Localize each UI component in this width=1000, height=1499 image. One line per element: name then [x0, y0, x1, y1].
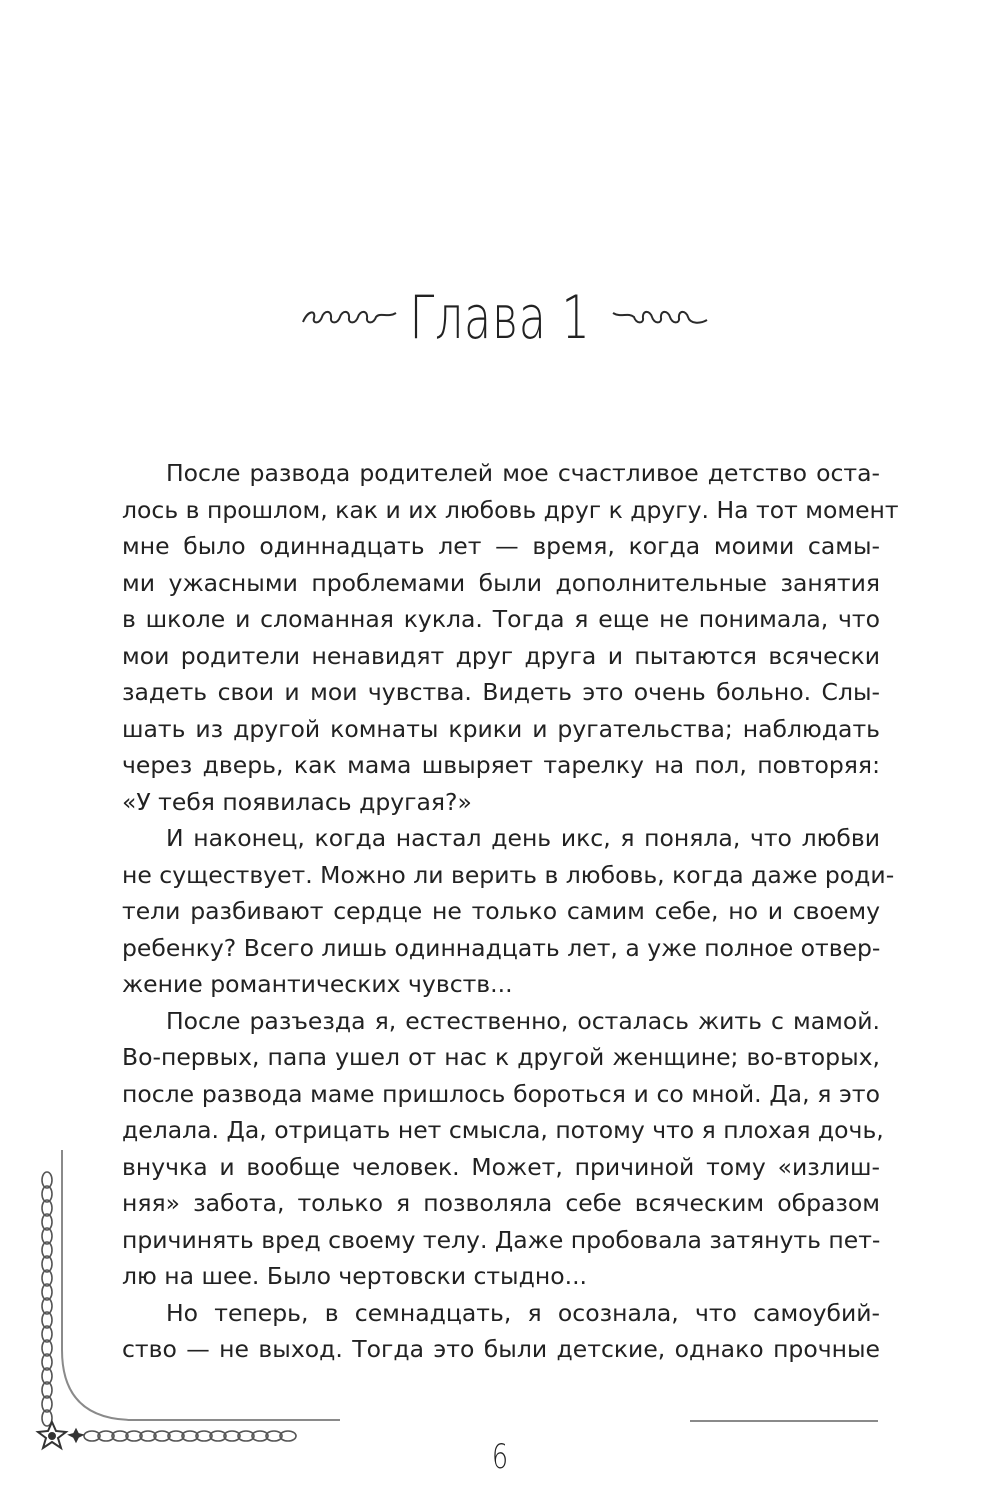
text-line: После разъезда я, естественно, осталась жить с мамой. [166, 1006, 880, 1035]
text-line: жение романтических чувств... [122, 970, 513, 998]
text-line: внучка и вообще человек. Может, причиной тому «излиш- [122, 1152, 880, 1181]
chapter-heading [0, 278, 1000, 368]
text-line: лось в прошлом, как и их любовь друг к другу. На тот момент [122, 495, 899, 524]
chapter-title: Глава 1 [409, 283, 591, 353]
text-line: не существует. Можно ли верить в любовь, когда даже роди- [122, 860, 895, 889]
text-line: мне было одиннадцать лет — время, когда моими самы- [122, 532, 880, 560]
text-line: тели разбивают сердце не только самим себе, но и своему [122, 897, 880, 925]
text-line: после развода маме пришлось бороться и со мной. Да, я это [122, 1079, 880, 1108]
text-line: причинять вред своему телу. Даже пробовала затянуть пет- [122, 1225, 881, 1254]
text-line: задеть свои и мои чувства. Видеть это очень больно. Слы- [122, 678, 880, 706]
text-line: лю на шее. Было чертовски стыдно... [122, 1262, 588, 1290]
text-line: ребенку? Всего лишь одиннадцать лет, а уже полное отвер- [122, 933, 881, 962]
text-line: в школе и сломанная кукла. Тогда я еще не понимала, что [122, 605, 880, 633]
text-line: мои родители ненавидят друг друга и пытаются всячески [122, 641, 880, 670]
text-line: через дверь, как мама швыряет тарелку на пол, повторяя: [122, 751, 880, 779]
right-swirl-ornament [610, 302, 710, 332]
text-line: ми ужасными проблемами были дополнительные занятия [122, 568, 880, 597]
text-line: Во-первых, папа ушел от нас к другой женщине; во-вторых, [122, 1043, 880, 1071]
text-line: шать из другой комнаты крики и ругательства; наблюдать [122, 714, 880, 743]
corner-ornament [0, 1140, 360, 1480]
vertical-chain-ornament [42, 1172, 52, 1426]
horizontal-chain-ornament [84, 1431, 296, 1441]
text-line: После развода родителей мое счастливое детство оста- [166, 459, 880, 487]
text-line: ство — не выход. Тогда это были детские, однако прочные [122, 1335, 880, 1363]
text-line: И наконец, когда настал день икс, я поняла, что любви [166, 824, 880, 852]
page-number: 6 [491, 1437, 509, 1477]
text-line: делала. Да, отрицать нет смысла, потому что я плохая дочь, [122, 1116, 884, 1144]
footer-rule [690, 1420, 878, 1422]
text-line: Но теперь, в семнадцать, я осознала, что самоубий- [166, 1298, 880, 1327]
text-line: «У тебя появилась другая?» [122, 787, 472, 816]
text-line: няя» забота, только я позволяла себе всяческим образом [122, 1189, 880, 1217]
